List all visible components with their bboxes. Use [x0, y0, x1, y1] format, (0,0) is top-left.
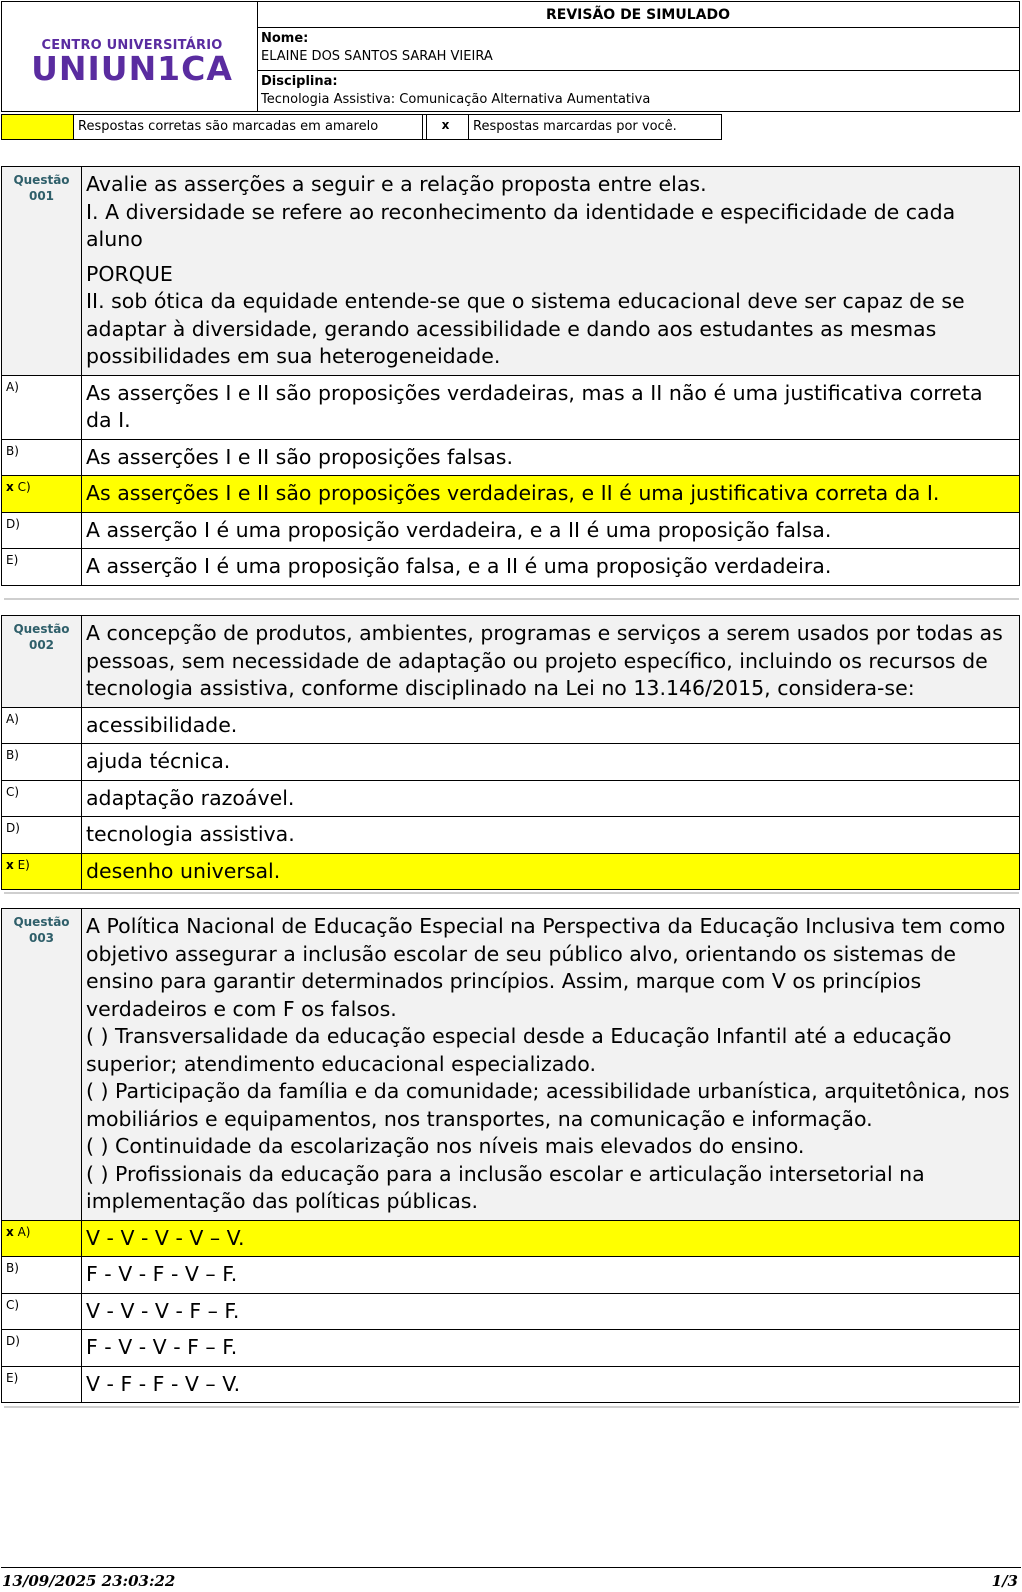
name-label: Nome: [261, 31, 309, 46]
question-block-002 [1, 615, 1020, 890]
legend-x-mark: x [422, 114, 469, 140]
answer-option-e [2, 854, 1019, 890]
option-text: ajuda técnica. [86, 749, 231, 773]
header-table [1, 1, 1020, 112]
name-value: ELAINE DOS SANTOS SARAH VIEIRA [261, 49, 493, 64]
legend-yours-text: Respostas marcardas por você. [468, 114, 722, 140]
question-divider [4, 892, 1019, 894]
option-letter-text: E) [6, 553, 19, 567]
student-name-row [257, 27, 1019, 71]
option-letter-text: D) [6, 1334, 20, 1348]
option-letter [6, 712, 19, 726]
question-number: 002 [28, 638, 55, 652]
page-title: REVISÃO DE SIMULADO [257, 2, 1019, 28]
discipline-label: Disciplina: [261, 74, 338, 89]
question-statement-row [2, 167, 1019, 376]
option-letter-text: D) [6, 821, 20, 835]
question-divider [4, 598, 1019, 600]
question-divider [4, 1406, 1019, 1408]
option-text: V - V - V - F – F. [86, 1298, 240, 1323]
option-text: F - V - F - V – F. [86, 1262, 238, 1286]
question-number-cell [2, 167, 82, 375]
option-letter-cell [2, 781, 82, 817]
statement-paragraph: ( ) Transversalidade da educação especial desde a Educação Infantil até a educação superior; atendimento educacional especializado. [86, 1024, 952, 1076]
option-letter [6, 553, 18, 567]
discipline-row [257, 70, 1019, 111]
question-number-cell [2, 909, 82, 1220]
option-letter-cell [2, 817, 82, 853]
option-letter-text: C) [6, 784, 20, 799]
answer-option-c [2, 1294, 1019, 1331]
option-letter [6, 517, 20, 531]
selected-x-mark: x [6, 480, 14, 494]
statement-paragraph: I. A diversidade se refere ao reconhecimento da identidade e especificidade de cada aluno [86, 199, 956, 251]
option-text: adaptação razoável. [86, 785, 295, 810]
question-block-003 [1, 908, 1020, 1403]
discipline-value: Tecnologia Assistiva: Comunicação Alternativa Aumentativa [261, 92, 651, 107]
selected-x-mark: x [6, 1224, 14, 1239]
answer-option-a [2, 1221, 1019, 1258]
option-text: V - V - V - V – V. [86, 1225, 245, 1250]
option-letter-text: B) [6, 748, 19, 762]
option-text: tecnologia assistiva. [86, 822, 295, 846]
answer-option-d [2, 817, 1019, 854]
option-letter-text: D) [6, 516, 20, 531]
footer-page-number: 1/3 [991, 1572, 1018, 1590]
statement-paragraph: ( ) Profissionais da educação para a inclusão escolar e articulação intersetorial na implementação das políticas públicas. [86, 1161, 925, 1213]
option-letter [6, 1334, 20, 1348]
option-letter-cell [2, 549, 82, 585]
question-number: 001 [28, 189, 55, 203]
logo-subtitle: CENTRO UNIVERSITÁRIO [41, 38, 223, 53]
option-text: F - V - V - F – F. [86, 1335, 238, 1359]
statement-paragraph: A Política Nacional de Educação Especial na Perspectiva da Educação Inclusiva tem como objetivo assegurar a inclusão escolar de seu público alvo, orientando os sistemas de ensino para garantir determinados princípios. Assim, marque com V os princípios verdadeiros e com F os falsos. [86, 914, 1006, 1021]
option-letter-cell [2, 513, 82, 549]
option-letter-text: A) [17, 1224, 31, 1239]
question-label: Questão [13, 173, 70, 187]
statement-paragraph: ( ) Continuidade da escolarização nos níveis mais elevados do ensino. [86, 1134, 805, 1158]
footer-datetime: 13/09/2025 23:03:22 [2, 1572, 176, 1590]
statement-paragraph: A concepção de produtos, ambientes, programas e serviços a serem usados por todas as pessoas, sem necessidade de adaptação ou projeto específico, incluindo os recursos de tecnologia assistiva, conforme disciplinado na Lei no 13.146/2015, considera-se: [86, 621, 1003, 700]
option-letter-text: A) [6, 379, 19, 394]
option-letter [6, 444, 19, 458]
question-statement [82, 909, 1019, 1220]
option-letter-text: E) [6, 1370, 19, 1385]
option-letter [6, 380, 19, 394]
answer-option-d [2, 513, 1019, 550]
option-text: desenho universal. [86, 858, 281, 883]
option-letter-cell [2, 440, 82, 476]
option-letter-cell [2, 1330, 82, 1366]
answer-option-b [2, 1257, 1019, 1294]
answer-option-c [2, 476, 1019, 513]
option-letter [6, 1261, 19, 1275]
answer-option-e [2, 1367, 1019, 1403]
statement-paragraph: Avalie as asserções a seguir e a relação proposta entre elas. [86, 172, 707, 196]
answer-option-a [2, 708, 1019, 745]
option-text: V - F - F - V – V. [86, 1371, 241, 1396]
footer-rule [1, 1567, 1021, 1568]
option-letter-cell [2, 854, 82, 890]
option-letter-text: C) [6, 1297, 20, 1312]
question-number-cell [2, 616, 82, 707]
option-letter-cell [2, 376, 82, 439]
answer-option-c [2, 781, 1019, 818]
option-letter [6, 748, 19, 762]
option-text: As asserções I e II são proposições falsas. [86, 444, 513, 469]
question-statement-row [2, 616, 1019, 708]
option-letter [6, 1298, 19, 1312]
statement-paragraph: PORQUE [86, 261, 173, 286]
option-text: acessibilidade. [86, 712, 238, 737]
question-label: Questão [13, 622, 70, 636]
logo-wordmark: UNIUN1CA [31, 49, 233, 88]
statement-paragraph: II. sob ótica da equidade entende-se que o sistema educacional deve ser capaz de se adaptar à diversidade, gerando acessibilidade e dando aos estudantes as mesmas possibilidades em sua heterogeneidade. [86, 289, 965, 368]
option-text: A asserção I é uma proposição verdadeira, e a II é uma proposição falsa. [86, 517, 832, 542]
option-letter [6, 1225, 30, 1239]
question-statement-row [2, 909, 1019, 1221]
option-text: As asserções I e II são proposições verdadeiras, e II é uma justificativa correta da I. [86, 481, 940, 505]
option-letter-cell [2, 476, 82, 512]
option-text: As asserções I e II são proposições verdadeiras, mas a II não é uma justificativa correta da I. [86, 380, 983, 432]
answer-option-a [2, 376, 1019, 440]
question-label: Questão [13, 915, 70, 929]
option-letter [6, 480, 31, 494]
logo [2, 2, 258, 111]
legend-yellow-swatch [1, 114, 74, 140]
question-number: 003 [28, 931, 55, 945]
option-letter-text: A) [6, 711, 19, 726]
option-letter [6, 1371, 18, 1385]
answer-option-e [2, 549, 1019, 585]
statement-paragraph: ( ) Participação da família e da comunidade; acessibilidade urbanística, arquitetônica, nos mobiliários e equipamentos, nos transportes, na comunicação e informação. [86, 1079, 1010, 1131]
question-block-001 [1, 166, 1020, 586]
answer-option-b [2, 744, 1019, 781]
option-letter-text: B) [6, 443, 19, 458]
option-text: A asserção I é uma proposição falsa, e a II é uma proposição verdadeira. [86, 554, 832, 578]
option-letter-cell [2, 1257, 82, 1293]
answer-option-d [2, 1330, 1019, 1367]
answer-option-b [2, 440, 1019, 477]
option-letter-text: E) [17, 857, 30, 872]
option-letter-cell [2, 708, 82, 744]
question-statement [82, 167, 1019, 375]
option-letter [6, 858, 30, 872]
option-letter-text: B) [6, 1261, 19, 1275]
option-letter-cell [2, 1294, 82, 1330]
option-letter-text: C) [17, 480, 31, 494]
option-letter-cell [2, 1221, 82, 1257]
option-letter [6, 821, 20, 835]
selected-x-mark: x [6, 857, 14, 872]
option-letter-cell [2, 744, 82, 780]
legend-correct-text: Respostas corretas são marcadas em amarelo [73, 114, 427, 140]
option-letter [6, 785, 19, 799]
question-statement [82, 616, 1019, 707]
option-letter-cell [2, 1367, 82, 1403]
